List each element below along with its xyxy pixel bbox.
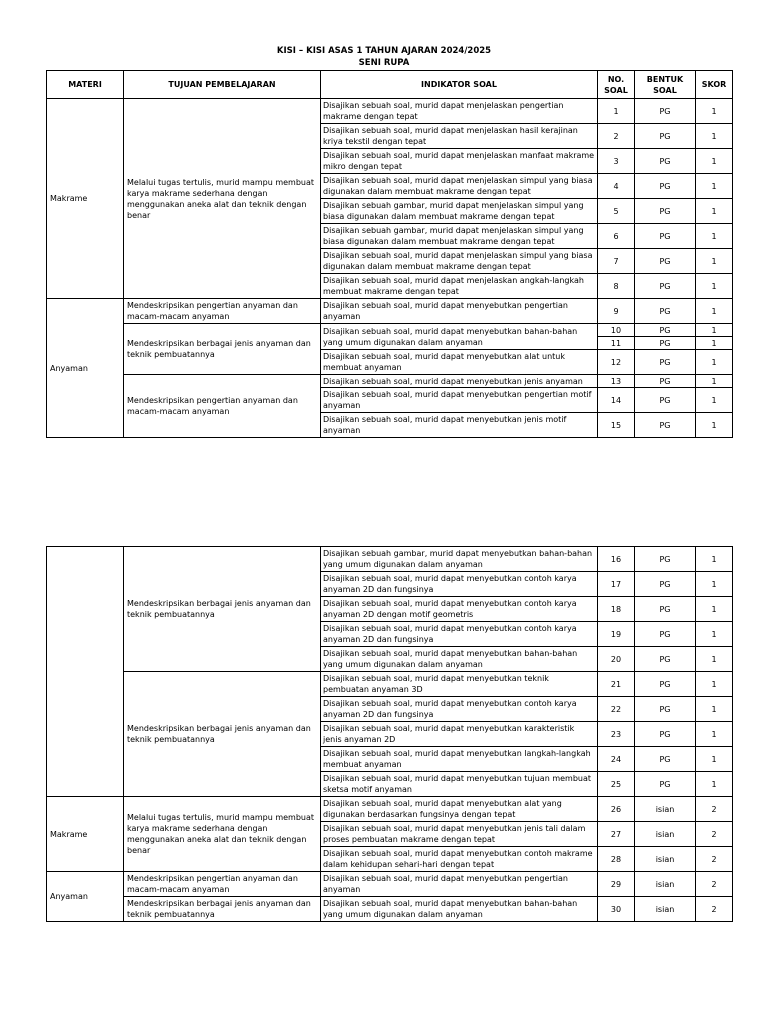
no-soal-cell: 6 [598, 224, 635, 249]
no-soal-cell: 26 [598, 797, 635, 822]
bentuk-soal-cell: PG [635, 124, 696, 149]
indikator-cell: Disajikan sebuah soal, murid dapat menjelaskan simpul yang biasa digunakan dalam membuat makrame dengan tepat [321, 249, 598, 274]
skor-cell: 2 [696, 847, 733, 872]
table-row [47, 99, 733, 124]
skor-cell: 1 [696, 324, 733, 337]
skor-cell: 1 [696, 337, 733, 350]
skor-cell: 1 [696, 622, 733, 647]
indikator-cell: Disajikan sebuah soal, murid dapat menyebutkan pengertian motif anyaman [321, 388, 598, 413]
indikator-cell: Disajikan sebuah soal, murid dapat menyebutkan bahan-bahan yang umum digunakan dalam anyaman [321, 647, 598, 672]
indikator-cell: Disajikan sebuah soal, murid dapat menyebutkan pengertian anyaman [321, 872, 598, 897]
indikator-cell: Disajikan sebuah gambar, murid dapat menjelaskan simpul yang biasa digunakan dalam membuat makrame dengan tepat [321, 199, 598, 224]
skor-cell: 1 [696, 350, 733, 375]
skor-cell: 1 [696, 199, 733, 224]
bentuk-soal-cell: PG [635, 647, 696, 672]
indikator-cell: Disajikan sebuah soal, murid dapat menyebutkan jenis anyaman [321, 375, 598, 388]
indikator-cell: Disajikan sebuah soal, murid dapat menyebutkan alat yang digunakan berdasarkan fungsinya dengan tepat [321, 797, 598, 822]
indikator-cell: Disajikan sebuah soal, murid dapat menjelaskan manfaat makrame mikro dengan tepat [321, 149, 598, 174]
skor-cell: 1 [696, 124, 733, 149]
bentuk-soal-cell: isian [635, 897, 696, 922]
indikator-cell: Disajikan sebuah soal, murid dapat menyebutkan bahan-bahan yang umum digunakan dalam anyaman [321, 324, 598, 350]
no-soal-cell: 11 [598, 337, 635, 350]
indikator-cell: Disajikan sebuah soal, murid dapat menyebutkan pengertian anyaman [321, 299, 598, 324]
bentuk-soal-cell: PG [635, 324, 696, 337]
indikator-cell: Disajikan sebuah soal, murid dapat menjelaskan pengertian makrame dengan tepat [321, 99, 598, 124]
tujuan-cell: Mendeskripsikan pengertian anyaman dan macam-macam anyaman [124, 375, 321, 438]
no-soal-cell: 4 [598, 174, 635, 199]
skor-cell: 1 [696, 299, 733, 324]
no-soal-cell: 30 [598, 897, 635, 922]
tujuan-cell: Mendeskripsikan berbagai jenis anyaman dan teknik pembuatannya [124, 324, 321, 375]
bentuk-soal-cell: PG [635, 199, 696, 224]
bentuk-soal-cell: PG [635, 350, 696, 375]
document-subtitle: SENI RUPA [358, 58, 410, 68]
no-soal-cell: 14 [598, 388, 635, 413]
no-soal-cell: 25 [598, 772, 635, 797]
bentuk-soal-cell: PG [635, 572, 696, 597]
no-soal-cell: 15 [598, 413, 635, 438]
no-soal-cell: 13 [598, 375, 635, 388]
no-soal-cell: 29 [598, 872, 635, 897]
bentuk-soal-cell: isian [635, 847, 696, 872]
tujuan-cell: Mendeskripsikan berbagai jenis anyaman dan teknik pembuatannya [124, 672, 321, 797]
skor-cell: 1 [696, 747, 733, 772]
indikator-cell: Disajikan sebuah gambar, murid dapat menjelaskan simpul yang biasa digunakan dalam membuat makrame dengan tepat [321, 224, 598, 249]
no-soal-cell: 24 [598, 747, 635, 772]
header-materi: MATERI [47, 71, 124, 99]
skor-cell: 1 [696, 572, 733, 597]
bentuk-soal-cell: PG [635, 99, 696, 124]
materi-cell: Anyaman [47, 872, 124, 922]
no-soal-cell: 17 [598, 572, 635, 597]
header-bentuk-soal: BENTUK SOAL [635, 71, 696, 99]
bentuk-soal-cell: PG [635, 388, 696, 413]
skor-cell: 1 [696, 672, 733, 697]
bentuk-soal-cell: PG [635, 149, 696, 174]
bentuk-soal-cell: PG [635, 274, 696, 299]
skor-cell: 2 [696, 797, 733, 822]
kisi-table-page-2 [46, 546, 733, 922]
materi-cell [47, 547, 124, 797]
bentuk-soal-cell: isian [635, 822, 696, 847]
bentuk-soal-cell: PG [635, 747, 696, 772]
indikator-cell: Disajikan sebuah gambar, murid dapat menyebutkan bahan-bahan yang umum digunakan dalam anyaman [321, 547, 598, 572]
no-soal-cell: 10 [598, 324, 635, 337]
bentuk-soal-cell: PG [635, 224, 696, 249]
table-row [47, 547, 733, 572]
skor-cell: 1 [696, 224, 733, 249]
indikator-cell: Disajikan sebuah soal, murid dapat menyebutkan contoh karya anyaman 2D dan fungsinya [321, 622, 598, 647]
bentuk-soal-cell: PG [635, 672, 696, 697]
no-soal-cell: 7 [598, 249, 635, 274]
tujuan-cell: Mendeskripsikan pengertian anyaman dan macam-macam anyaman [124, 872, 321, 897]
materi-cell: Anyaman [47, 299, 124, 438]
table-row [47, 324, 733, 337]
bentuk-soal-cell: PG [635, 622, 696, 647]
no-soal-cell: 16 [598, 547, 635, 572]
no-soal-cell: 18 [598, 597, 635, 622]
skor-cell: 1 [696, 375, 733, 388]
skor-cell: 1 [696, 413, 733, 438]
document-title: KISI – KISI ASAS 1 TAHUN AJARAN 2024/2025 [276, 46, 492, 56]
bentuk-soal-cell: PG [635, 413, 696, 438]
no-soal-cell: 23 [598, 722, 635, 747]
materi-cell: Makrame [47, 797, 124, 872]
indikator-cell: Disajikan sebuah soal, murid dapat menyebutkan langkah-langkah membuat anyaman [321, 747, 598, 772]
indikator-cell: Disajikan sebuah soal, murid dapat menjelaskan hasil kerajinan kriya tekstil dengan tepat [321, 124, 598, 149]
tujuan-cell: Melalui tugas tertulis, murid mampu membuat karya makrame sederhana dengan menggunakan aneka alat dan teknik dengan benar [124, 99, 321, 299]
no-soal-cell: 21 [598, 672, 635, 697]
no-soal-cell: 28 [598, 847, 635, 872]
indikator-cell: Disajikan sebuah soal, murid dapat menjelaskan simpul yang biasa digunakan dalam membuat makrame dengan tepat [321, 174, 598, 199]
bentuk-soal-cell: PG [635, 547, 696, 572]
no-soal-cell: 19 [598, 622, 635, 647]
skor-cell: 1 [696, 388, 733, 413]
header-skor: SKOR [696, 71, 733, 99]
no-soal-cell: 22 [598, 697, 635, 722]
no-soal-cell: 3 [598, 149, 635, 174]
indikator-cell: Disajikan sebuah soal, murid dapat menyebutkan contoh karya anyaman 2D dan fungsinya [321, 697, 598, 722]
tujuan-cell: Mendeskripsikan pengertian anyaman dan macam-macam anyaman [124, 299, 321, 324]
bentuk-soal-cell: isian [635, 797, 696, 822]
bentuk-soal-cell: PG [635, 375, 696, 388]
no-soal-cell: 2 [598, 124, 635, 149]
header-indikator: INDIKATOR SOAL [321, 71, 598, 99]
bentuk-soal-cell: PG [635, 337, 696, 350]
indikator-cell: Disajikan sebuah soal, murid dapat menjelaskan angkah-langkah membuat makrame dengan tepat [321, 274, 598, 299]
no-soal-cell: 12 [598, 350, 635, 375]
no-soal-cell: 9 [598, 299, 635, 324]
skor-cell: 1 [696, 274, 733, 299]
skor-cell: 2 [696, 872, 733, 897]
indikator-cell: Disajikan sebuah soal, murid dapat menyebutkan contoh karya anyaman 2D dengan motif geometris [321, 597, 598, 622]
no-soal-cell: 1 [598, 99, 635, 124]
kisi-table-page-1 [46, 70, 733, 438]
table-row [47, 375, 733, 388]
materi-cell: Makrame [47, 99, 124, 299]
no-soal-cell: 27 [598, 822, 635, 847]
tujuan-cell: Mendeskripsikan berbagai jenis anyaman dan teknik pembuatannya [124, 547, 321, 672]
header-no-soal: NO. SOAL [598, 71, 635, 99]
skor-cell: 1 [696, 772, 733, 797]
indikator-cell: Disajikan sebuah soal, murid dapat menyebutkan jenis motif anyaman [321, 413, 598, 438]
table-row [47, 672, 733, 697]
no-soal-cell: 8 [598, 274, 635, 299]
indikator-cell: Disajikan sebuah soal, murid dapat menyebutkan bahan-bahan yang umum digunakan dalam anyaman [321, 897, 598, 922]
indikator-cell: Disajikan sebuah soal, murid dapat menyebutkan tujuan membuat sketsa motif anyaman [321, 772, 598, 797]
tujuan-cell: Mendeskripsikan berbagai jenis anyaman dan teknik pembuatannya [124, 897, 321, 922]
skor-cell: 1 [696, 174, 733, 199]
indikator-cell: Disajikan sebuah soal, murid dapat menyebutkan teknik pembuatan anyaman 3D [321, 672, 598, 697]
skor-cell: 1 [696, 99, 733, 124]
skor-cell: 1 [696, 722, 733, 747]
skor-cell: 1 [696, 597, 733, 622]
bentuk-soal-cell: PG [635, 174, 696, 199]
tujuan-cell: Melalui tugas tertulis, murid mampu membuat karya makrame sederhana dengan menggunakan aneka alat dan teknik dengan benar [124, 797, 321, 872]
skor-cell: 2 [696, 822, 733, 847]
indikator-cell: Disajikan sebuah soal, murid dapat menyebutkan contoh karya anyaman 2D dan fungsinya [321, 572, 598, 597]
skor-cell: 1 [696, 149, 733, 174]
skor-cell: 1 [696, 547, 733, 572]
skor-cell: 1 [696, 249, 733, 274]
skor-cell: 2 [696, 897, 733, 922]
table-row [47, 797, 733, 822]
skor-cell: 1 [696, 647, 733, 672]
skor-cell: 1 [696, 697, 733, 722]
indikator-cell: Disajikan sebuah soal, murid dapat menyebutkan jenis tali dalam proses pembuatan makrame dengan tepat [321, 822, 598, 847]
bentuk-soal-cell: PG [635, 722, 696, 747]
table-row [47, 299, 733, 324]
indikator-cell: Disajikan sebuah soal, murid dapat menyebutkan karakteristik jenis anyaman 2D [321, 722, 598, 747]
table-row [47, 897, 733, 922]
indikator-cell: Disajikan sebuah soal, murid dapat menyebutkan contoh makrame dalam kehidupan sehari-hari dengan tepat [321, 847, 598, 872]
bentuk-soal-cell: PG [635, 772, 696, 797]
bentuk-soal-cell: PG [635, 597, 696, 622]
bentuk-soal-cell: PG [635, 249, 696, 274]
table-row [47, 872, 733, 897]
bentuk-soal-cell: isian [635, 872, 696, 897]
indikator-cell: Disajikan sebuah soal, murid dapat menyebutkan alat untuk membuat anyaman [321, 350, 598, 375]
bentuk-soal-cell: PG [635, 299, 696, 324]
header-tujuan: TUJUAN PEMBELAJARAN [124, 71, 321, 99]
bentuk-soal-cell: PG [635, 697, 696, 722]
no-soal-cell: 20 [598, 647, 635, 672]
no-soal-cell: 5 [598, 199, 635, 224]
